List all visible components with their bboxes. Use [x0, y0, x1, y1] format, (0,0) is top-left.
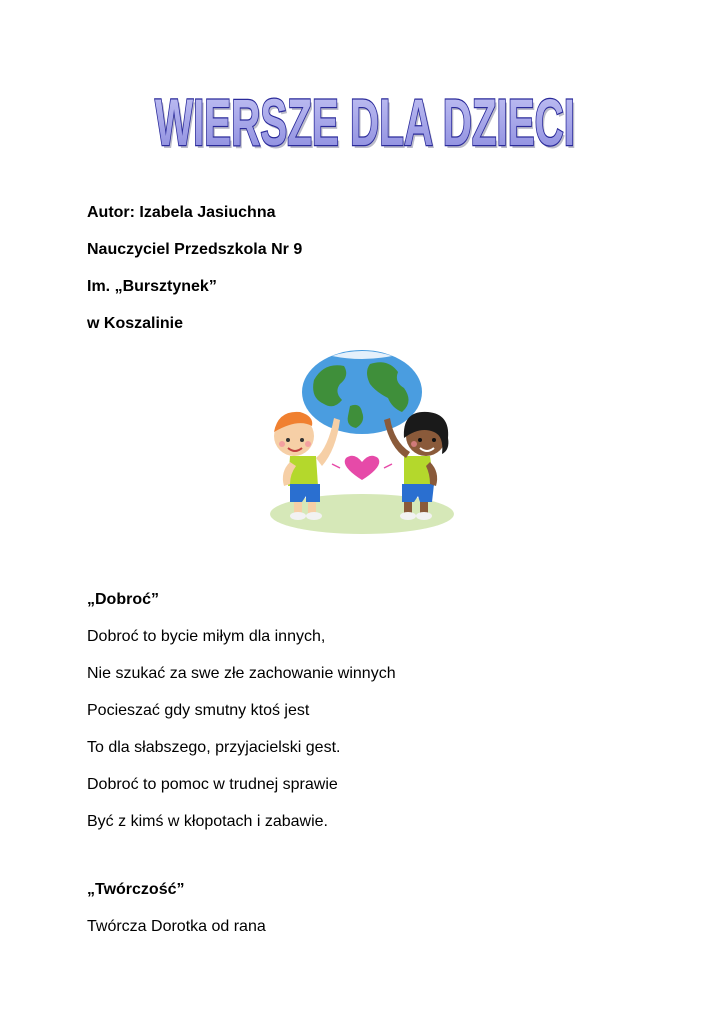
- children-holding-globe-icon: [262, 346, 462, 538]
- author-role: Nauczyciel Przedszkola Nr 9: [87, 241, 303, 258]
- author-info: [87, 203, 587, 351]
- clipart-illustration: [262, 346, 462, 538]
- poem-title: „Dobroć”: [87, 591, 159, 608]
- poem-line: Nie szukać za swe złe zachowanie winnych: [87, 665, 396, 682]
- poem-line: Być z kimś w kłopotach i zabawie.: [87, 813, 328, 830]
- poem-line: Twórcza Dorotka od rana: [87, 918, 266, 935]
- poem-line: Dobroć to bycie miłym dla innych,: [87, 628, 326, 645]
- poem-line: Dobroć to pomoc w trudnej sprawie: [87, 776, 338, 793]
- author-city: w Koszalinie: [87, 315, 184, 332]
- poem-line: Pocieszać gdy smutny ktoś jest: [87, 702, 310, 719]
- title-text: WIERSZE DLA DZIECI: [155, 85, 575, 158]
- page-title: [140, 78, 590, 158]
- title-shadow: WIERSZE DLA DZIECI: [157, 88, 577, 158]
- poem-title: „Twórczość”: [87, 881, 185, 898]
- poem-dobroc: [87, 590, 647, 832]
- wordart-title: [140, 78, 590, 158]
- poem-tworczosc: [87, 880, 647, 937]
- poem-line: To dla słabszego, przyjacielski gest.: [87, 739, 341, 756]
- author-school-name: Im. „Bursztynek”: [87, 278, 217, 295]
- author-name: Autor: Izabela Jasiuchna: [87, 204, 276, 221]
